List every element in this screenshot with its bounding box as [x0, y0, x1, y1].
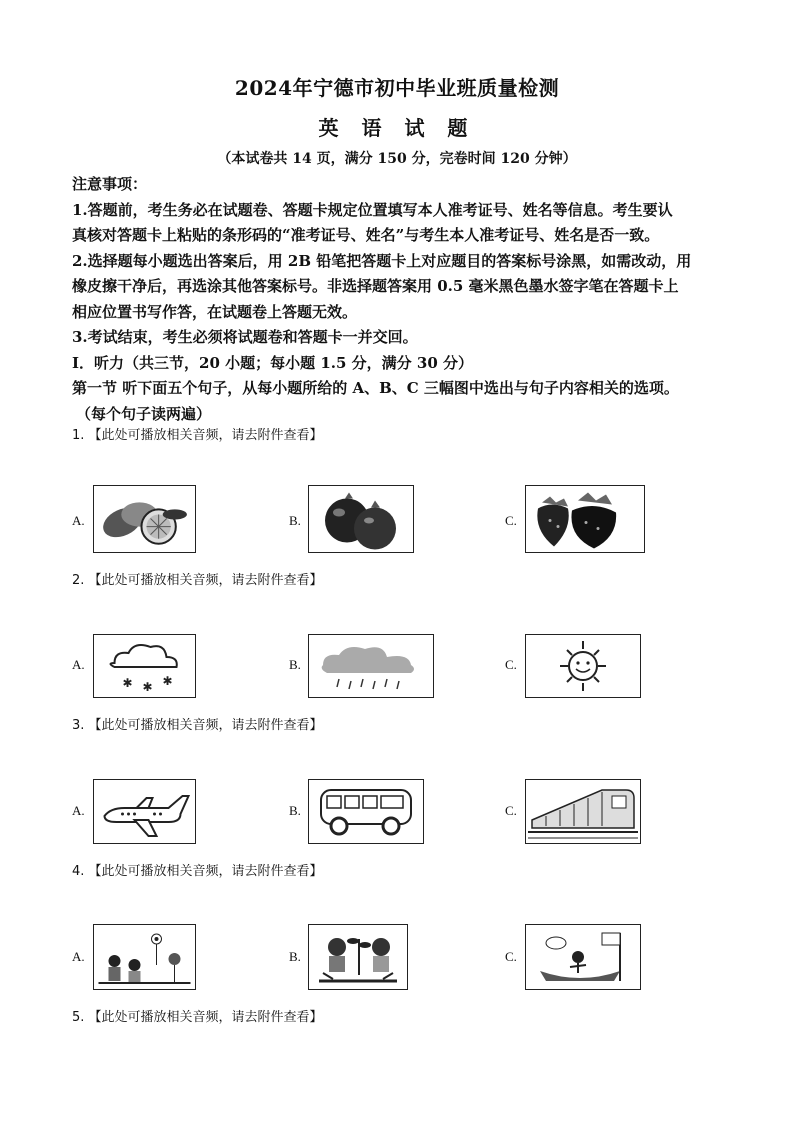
q4-option-a-letter: A.	[72, 949, 85, 964]
question-2-label: 2. 【此处可播放相关音频，请去附件查看】	[72, 573, 323, 588]
question-3-label: 3. 【此处可播放相关音频，请去附件查看】	[72, 718, 323, 733]
question-4-label: 4. 【此处可播放相关音频，请去附件查看】	[72, 864, 323, 879]
listening-part-heading: Ⅰ．听力（共三节，20 小题；每小题 1.5 分，满分 30 分）	[72, 353, 473, 372]
q3-option-b-letter: B.	[289, 803, 301, 818]
note-2-line-2: 橡皮擦干净后，再选涂其他答案标号。非选择题答案用 0.5 毫米黑色墨水签字笔在答题卡上	[72, 277, 679, 295]
q2-option-b-letter: B.	[289, 657, 301, 672]
q1-option-c-letter: C.	[505, 513, 517, 528]
paper-info: （本试卷共 14 页，满分 150 分，完卷时间 120 分钟）	[217, 151, 577, 167]
q2-option-b-rain-picture[interactable]	[308, 634, 434, 698]
q4-option-c-letter: C.	[505, 949, 517, 964]
q2-option-a-letter: A.	[72, 657, 85, 672]
q1-option-a-letter: A.	[72, 513, 85, 528]
svg-text:✱: ✱	[162, 674, 173, 688]
notes-heading: 注意事项：	[72, 175, 148, 193]
instructions	[72, 172, 732, 427]
section-1-instructions: 第一节 听下面五个句子，从每小题所给的 A、B、C 三幅图中选出与句子内容相关的选项。	[72, 379, 679, 397]
svg-text:✱: ✱	[142, 680, 153, 694]
q3-option-a-letter: A.	[72, 803, 85, 818]
section-1-note: （每个句子读两遍）	[76, 404, 212, 423]
q4-option-c-person-on-boat-picture[interactable]	[525, 924, 641, 990]
q1-option-a-lemons-picture[interactable]	[93, 485, 196, 553]
exam-title: 2024年宁德市初中毕业班质量检测	[234, 76, 560, 100]
note-1-line-1: 1.答题前，考生务必在试题卷、答题卡规定位置填写本人准考证号、姓名等信息。考生要认	[72, 200, 673, 219]
q4-option-a-kids-flowers-picture[interactable]	[93, 924, 196, 990]
note-2-line-3: 相应位置书写作答，在试题卷上答题无效。	[72, 302, 358, 321]
q1-option-c-strawberries-picture[interactable]	[525, 485, 645, 553]
exam-subject: 英 语 试 题	[318, 116, 476, 140]
note-3: 3.考试结束，考生必须将试题卷和答题卡一并交回。	[72, 328, 418, 346]
q3-option-c-train-picture[interactable]	[525, 779, 641, 844]
q2-option-c-sun-picture[interactable]	[525, 634, 641, 698]
q2-option-c-letter: C.	[505, 657, 517, 672]
note-1-line-2: 真核对答题卡上粘贴的条形码的“准考证号、姓名”与考生本人准考证号、姓名是否一致。	[72, 226, 660, 244]
question-5-label: 5. 【此处可播放相关音频，请去附件查看】	[72, 1010, 323, 1025]
q2-option-a-snow-picture[interactable]	[93, 634, 196, 698]
q3-option-b-bus-picture[interactable]	[308, 779, 424, 844]
question-1-label: 1. 【此处可播放相关音频，请去附件查看】	[72, 428, 323, 443]
q4-option-b-kids-planting-picture[interactable]	[308, 924, 408, 990]
q4-option-b-letter: B.	[289, 949, 301, 964]
q1-option-b-tomatoes-picture[interactable]	[308, 485, 414, 553]
q3-option-a-airplane-picture[interactable]	[93, 779, 196, 844]
q3-option-c-letter: C.	[505, 803, 517, 818]
note-2-line-1: 2.选择题每小题选出答案后，用 2B 铅笔把答题卡上对应题目的答案标号涂黑，如需改动，用	[72, 251, 692, 270]
q1-option-b-letter: B.	[289, 513, 301, 528]
svg-text:✱: ✱	[122, 676, 133, 690]
